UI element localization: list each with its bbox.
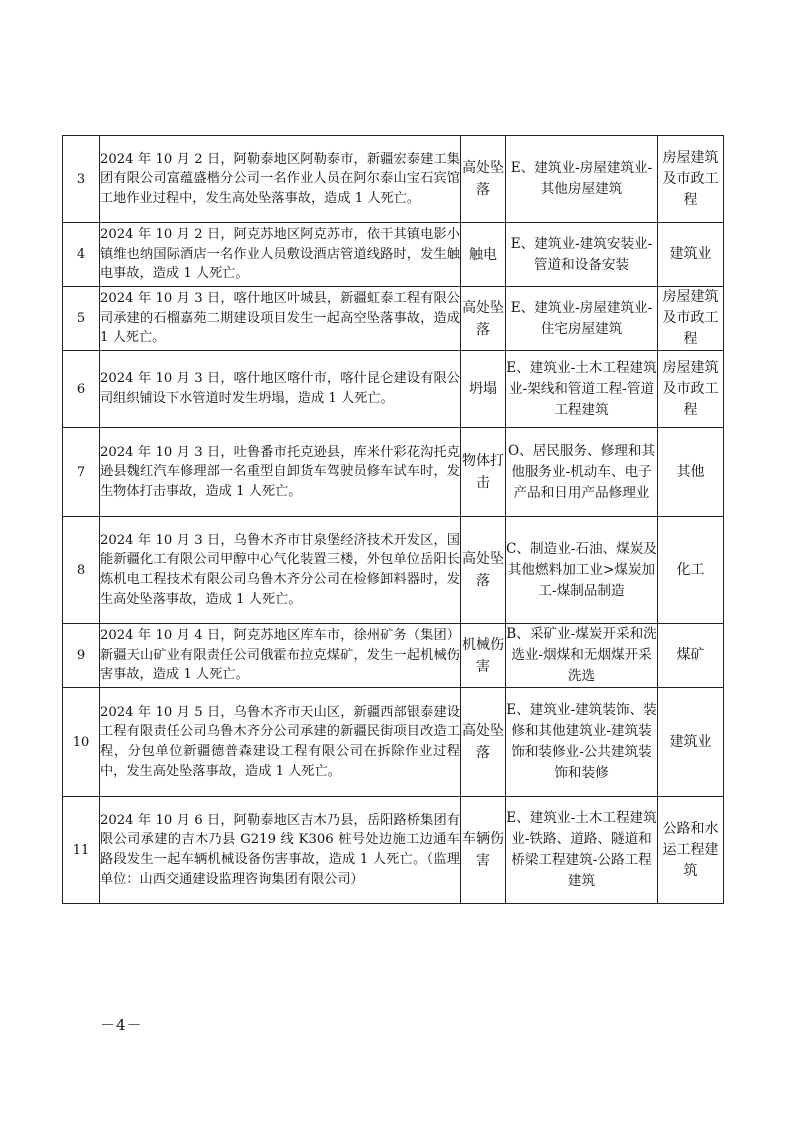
incident-description: 2024 年 10 月 3 日，乌鲁木齐市甘泉堡经济技术开发区，国能新疆化工有限公司甲醇中心气化装置三楼，外包单位岳阳长炼机电工程技术有限公司乌鲁木齐分公司在检修卸料器时，发生高处坠落事故，造成 1 人死亡。 — [100, 517, 461, 624]
accident-type: 物体打击 — [461, 428, 506, 517]
industry-category: 房屋建筑及市政工程 — [658, 136, 724, 223]
industry-classification: E、建筑业-房屋建筑业-住宅房屋建筑 — [506, 287, 658, 351]
table-row — [63, 428, 724, 517]
table-row — [63, 517, 724, 624]
accident-type: 车辆伤害 — [461, 797, 506, 904]
industry-classification: E、建筑业-房屋建筑业-其他房屋建筑 — [506, 136, 658, 223]
accident-type: 触电 — [461, 223, 506, 287]
row-number: 9 — [63, 624, 100, 688]
table-row — [63, 797, 724, 904]
page-number: －4－ — [100, 1016, 143, 1034]
accident-type: 高处坠落 — [461, 287, 506, 351]
industry-category: 公路和水运工程建筑 — [658, 797, 724, 904]
row-number: 6 — [63, 351, 100, 428]
accident-type: 高处坠落 — [461, 517, 506, 624]
incident-description: 2024 年 10 月 3 日，喀什地区喀什市，喀什昆仑建设有限公司组织铺设下水管道时发生坍塌，造成 1 人死亡。 — [100, 351, 461, 428]
table-row — [63, 688, 724, 797]
incident-description: 2024 年 10 月 2 日，阿勒泰地区阿勒泰市，新疆宏泰建工集团有限公司富蕴盛楷分公司一名作业人员在阿尔泰山宝石宾馆工地作业过程中，发生高处坠落事故，造成 1 人死亡。 — [100, 136, 461, 223]
industry-category: 建筑业 — [658, 223, 724, 287]
industry-category: 煤矿 — [658, 624, 724, 688]
accident-type: 高处坠落 — [461, 136, 506, 223]
row-number: 3 — [63, 136, 100, 223]
accident-table — [62, 135, 724, 904]
industry-classification: C、制造业-石油、煤炭及其他燃料加工业>煤炭加工-煤制品制造 — [506, 517, 658, 624]
accident-type: 机械伤害 — [461, 624, 506, 688]
industry-classification: O、居民服务、修理和其他服务业-机动车、电子产品和日用产品修理业 — [506, 428, 658, 517]
accident-type: 坍塌 — [461, 351, 506, 428]
row-number: 10 — [63, 688, 100, 797]
incident-description: 2024 年 10 月 2 日，阿克苏地区阿克苏市，依干其镇电影小镇维也纳国际酒店一名作业人员敷设酒店管道线路时，发生触电事故，造成 1 人死亡。 — [100, 223, 461, 287]
incident-description: 2024 年 10 月 4 日，阿克苏地区库车市，徐州矿务（集团）新疆天山矿业有限责任公司俄霍布拉克煤矿，发生一起机械伤害事故，造成 1 人死亡。 — [100, 624, 461, 688]
row-number: 11 — [63, 797, 100, 904]
industry-classification: E、建筑业-土木工程建筑业-铁路、道路、隧道和桥梁工程建筑-公路工程建筑 — [506, 797, 658, 904]
row-number: 4 — [63, 223, 100, 287]
table-row — [63, 287, 724, 351]
incident-description: 2024 年 10 月 3 日，吐鲁番市托克逊县，库米什彩花沟托克逊县魏红汽车修理部一名重型自卸货车驾驶员修车试车时，发生物体打击事故，造成 1 人死亡。 — [100, 428, 461, 517]
industry-category: 其他 — [658, 428, 724, 517]
incident-description: 2024 年 10 月 6 日，阿勒泰地区吉木乃县，岳阳路桥集团有限公司承建的吉木乃县 G219 线 K306 桩号处边施工边通车路段发生一起车辆机械设备伤害事故，造成 1 人死亡。（监理单位：山西交通建设监理咨询集团有限公司） — [100, 797, 461, 904]
industry-classification: E、建筑业-建筑装饰、装修和其他建筑业-建筑装饰和装修业-公共建筑装饰和装修 — [506, 688, 658, 797]
row-number: 8 — [63, 517, 100, 624]
industry-category: 化工 — [658, 517, 724, 624]
incident-description: 2024 年 10 月 5 日，乌鲁木齐市天山区，新疆西部银泰建设工程有限责任公司乌鲁木齐分公司承建的新疆民街项目改造工程，分包单位新疆德普森建设工程有限公司在拆除作业过程中，发生高处坠落事故，造成 1 人死亡。 — [100, 688, 461, 797]
table-row — [63, 136, 724, 223]
industry-classification: E、建筑业-建筑安装业-管道和设备安装 — [506, 223, 658, 287]
incident-description: 2024 年 10 月 3 日，喀什地区叶城县，新疆虹泰工程有限公司承建的石榴嘉苑二期建设项目发生一起高空坠落事故，造成 1 人死亡。 — [100, 287, 461, 351]
industry-classification: E、建筑业-土木工程建筑业-架线和管道工程-管道工程建筑 — [506, 351, 658, 428]
row-number: 7 — [63, 428, 100, 517]
industry-classification: B、采矿业-煤炭开采和洗选业-烟煤和无烟煤开采洗选 — [506, 624, 658, 688]
accident-type: 高处坠落 — [461, 688, 506, 797]
table-row — [63, 351, 724, 428]
industry-category: 房屋建筑及市政工程 — [658, 287, 724, 351]
table-row — [63, 624, 724, 688]
table-row — [63, 223, 724, 287]
industry-category: 建筑业 — [658, 688, 724, 797]
row-number: 5 — [63, 287, 100, 351]
industry-category: 房屋建筑及市政工程 — [658, 351, 724, 428]
